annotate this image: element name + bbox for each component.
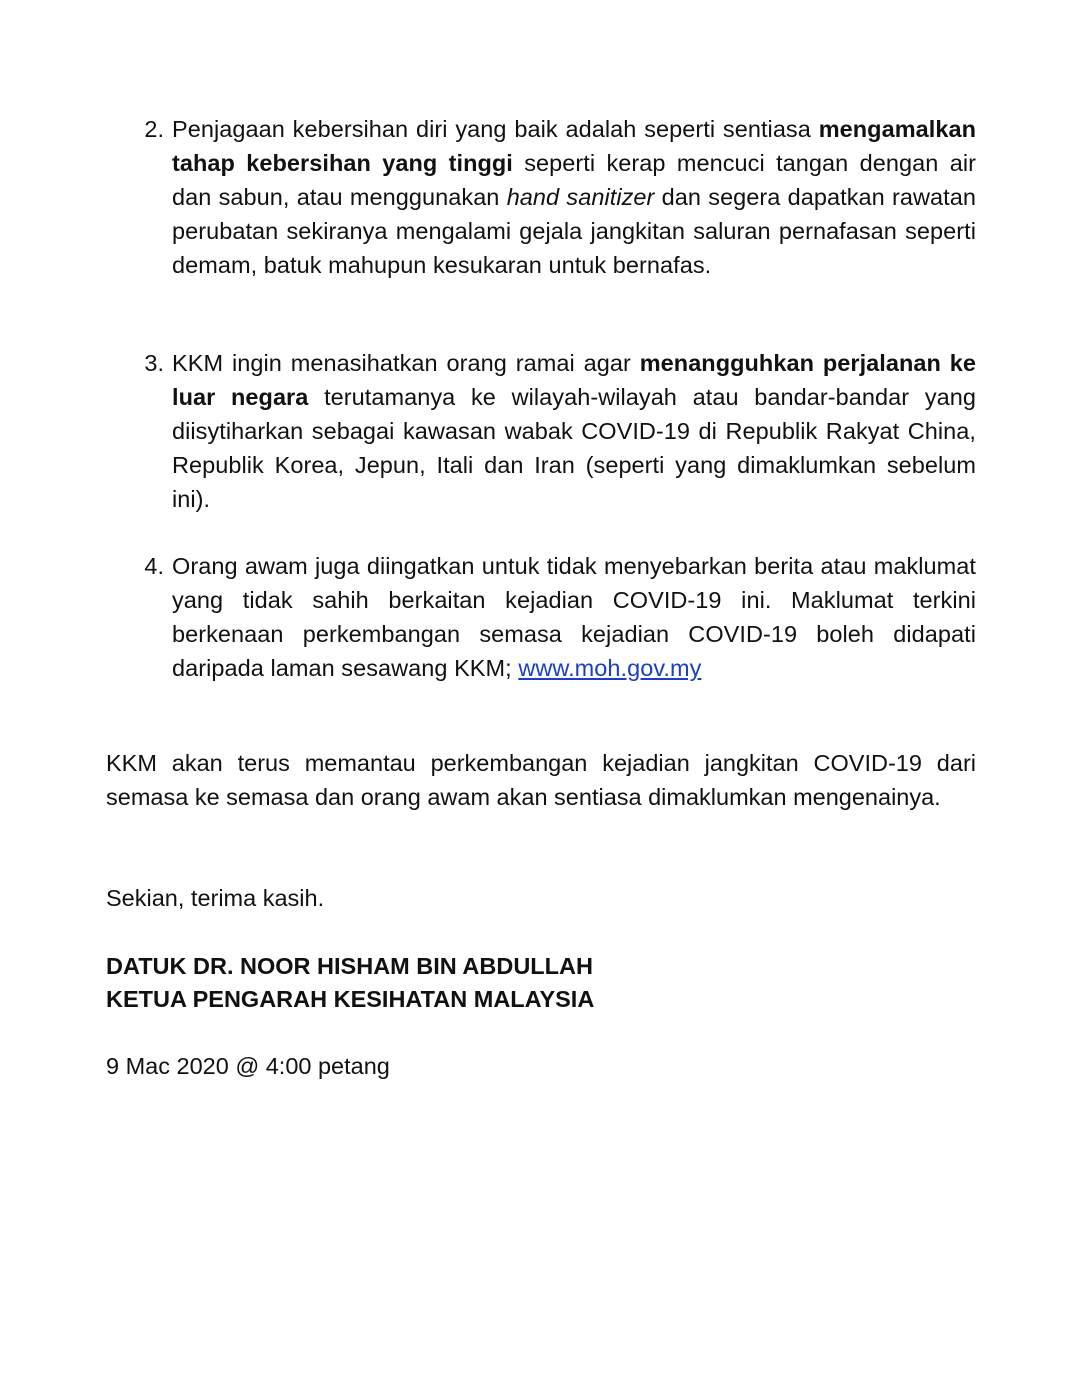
item-bold-phrase: mengamalkan tahap kebersihan yang tinggi — [172, 116, 976, 176]
moh-website-link[interactable]: www.moh.gov.my — [518, 655, 702, 681]
list-item-text — [172, 112, 976, 282]
list-item-number: 2. — [144, 116, 164, 142]
item-bold-phrase: menangguhkan perjalanan ke luar negara — [172, 350, 977, 410]
signatory-title: KETUA PENGARAH KESIHATAN MALAYSIA — [106, 986, 595, 1012]
list-item-number: 3. — [144, 350, 164, 376]
list-item-text — [172, 549, 976, 685]
list-item-text — [172, 346, 976, 516]
item-text-segment: terutamanya ke wilayah-wilayah atau bandar-bandar yang diisytiharkan sebagai kawasan wabak COVID-19 di Republik Rakyat China, Republik Korea, Jepun, Itali dan Iran (seperti yang dimaklumkan sebelum ini). — [172, 384, 976, 512]
item-text-segment: Orang awam juga diingatkan untuk tidak menyebarkan berita atau maklumat yang tidak sahih berkaitan kejadian COVID-19 ini. Maklumat terkini berkenaan perkembangan semasa kejadian COVID-19 boleh didapati daripada laman sesawang KKM; — [172, 553, 976, 681]
item-italic-phrase: hand sanitizer — [506, 184, 655, 210]
signatory-name: DATUK DR. NOOR HISHAM BIN ABDULLAH — [106, 953, 593, 979]
item-text-segment: KKM ingin menasihatkan orang ramai agar — [172, 350, 640, 376]
item-text-segment: Penjagaan kebersihan diri yang baik adalah seperti sentiasa — [172, 116, 819, 142]
closing-paragraph: KKM akan terus memantau perkembangan kejadian jangkitan COVID-19 dari semasa ke semasa dan orang awam akan sentiasa dimaklumkan mengenainya. — [106, 750, 976, 810]
salutation: Sekian, terima kasih. — [106, 885, 325, 911]
list-item-number: 4. — [144, 553, 164, 579]
item-text-segment: seperti kerap mencuci tangan dengan air dan sabun, atau menggunakan — [172, 150, 976, 210]
issue-date: 9 Mac 2020 @ 4:00 petang — [106, 1053, 390, 1079]
item-text-segment: dan segera dapatkan rawatan perubatan sekiranya mengalami gejala jangkitan saluran pernafasan seperti demam, batuk mahupun kesukaran untuk bernafas. — [172, 184, 976, 278]
